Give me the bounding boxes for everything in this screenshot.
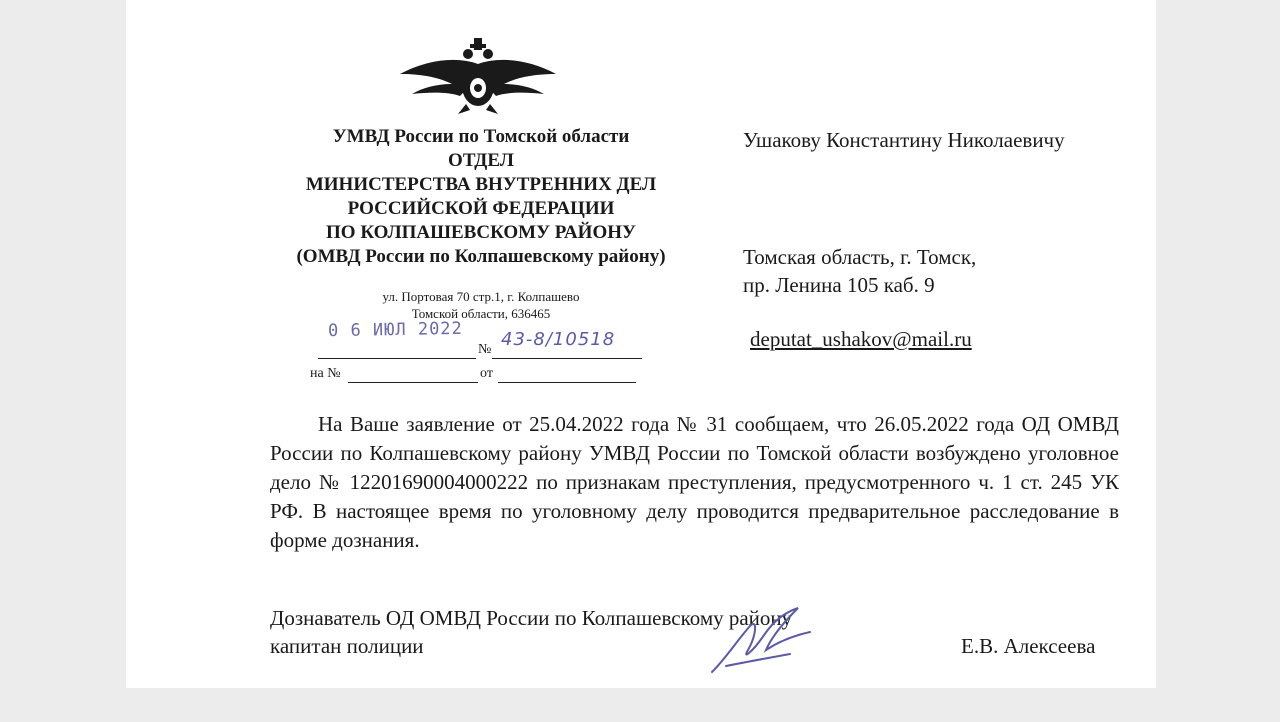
- document-page: [126, 0, 1156, 688]
- reference-underline: [348, 382, 478, 383]
- address-line: Томской области, 636465: [411, 306, 551, 321]
- letter-body: На Ваше заявление от 25.04.2022 года № 31 сообщаем, что 26.05.2022 года ОД ОМВД России по Колпашевскому району УМВД России по Томской области возбуждено уголовное дело № 12201690004000222 по признакам преступления, предусмотренного ч. 1 ст. 245 УК РФ. В настоящее время по уголовному делу проводится предварительное расследование в форме дознания.: [270, 412, 1119, 552]
- number-underline: [492, 358, 642, 359]
- number-label: №: [478, 342, 492, 357]
- recipient-address-line: пр. Ленина 105 каб. 9: [743, 273, 935, 297]
- recipient-address: [743, 243, 976, 299]
- address-line: ул. Портовая 70 стр.1, г. Колпашево: [382, 289, 580, 304]
- recipient-address-line: Томская область, г. Томск,: [743, 245, 977, 269]
- from-underline: [498, 382, 636, 383]
- signer-rank: капитан полиции: [270, 634, 424, 658]
- org-line: ОТДЕЛ: [448, 150, 514, 171]
- org-line: УМВД России по Томской области: [332, 126, 630, 147]
- double-headed-eagle-emblem: [396, 34, 560, 116]
- handwritten-outgoing-number: 43-8/10518: [501, 329, 616, 350]
- handwritten-signature: [706, 602, 826, 680]
- org-line: (ОМВД России по Колпашевскому району): [296, 246, 666, 267]
- org-line: МИНИСТЕРСТВА ВНУТРЕННИХ ДЕЛ: [305, 174, 657, 195]
- org-address: [326, 288, 636, 322]
- organization-header: [261, 125, 701, 269]
- recipient-email: deputat_ushakov@mail.ru: [750, 327, 972, 351]
- signer-name: Е.В. Алексеева: [961, 634, 1096, 658]
- org-line: ПО КОЛПАШЕВСКОМУ РАЙОНУ: [326, 222, 636, 243]
- registration-date-stamp: 0 6 ИЮЛ 2022: [327, 318, 463, 342]
- org-line: РОССИЙСКОЙ ФЕДЕРАЦИИ: [347, 198, 615, 219]
- reference-label: на №: [310, 366, 341, 381]
- date-underline: [318, 358, 476, 359]
- from-label: от: [480, 366, 493, 381]
- recipient-name: Ушакову Константину Николаевичу: [743, 128, 1065, 152]
- signer-position: Дознаватель ОД ОМВД России по Колпашевскому району: [270, 606, 793, 630]
